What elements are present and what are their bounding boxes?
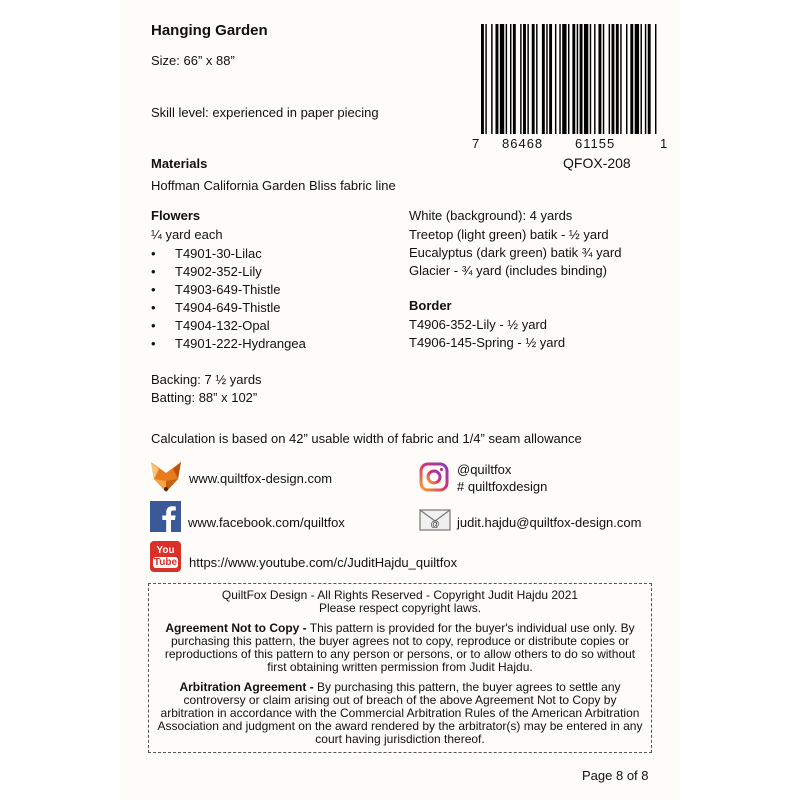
arbitration-text: By purchasing this pattern, the buyer agrees to settle any controversy or claim arising out of breach of the above Agreement Not to Copy by arbitration in accordance with the Commercial Arbitration Rules of the American Arbitration Association and judgment on the award rendered by the arbitrator(s) may be entered in any court having jurisdiction thereof. (157, 680, 643, 746)
barcode-digit-group-2: 61155 (575, 136, 616, 151)
barcode-bar (620, 24, 621, 134)
youtube-link[interactable]: https://www.youtube.com/c/JuditHajdu_quiltfox (189, 555, 458, 570)
barcode-digit-prefix: 7 (472, 136, 480, 151)
pattern-size: Size: 66” x 88” (151, 53, 235, 68)
barcode-bar (590, 24, 591, 134)
barcode-bar (513, 24, 516, 134)
fox-logo-icon (150, 461, 182, 493)
border-item: T4906-145-Spring - ½ yard (409, 335, 566, 350)
youtube-logo-you: You (156, 545, 175, 556)
fabric-item: White (background): 4 yards (409, 208, 573, 223)
barcode-bar (655, 24, 656, 134)
instagram-hashtag[interactable]: # quiltfoxdesign (457, 479, 548, 494)
barcode-bar (536, 24, 537, 134)
barcode-bar (609, 24, 610, 134)
barcode-bar (641, 24, 642, 134)
barcode-bar (549, 24, 552, 134)
list-item: • T4901-30-Lilac (151, 246, 306, 264)
copyright-line-1: QuiltFox Design - All Rights Reserved - Copyright Judit Hajdu 2021 (221, 588, 579, 602)
barcode-bar (520, 24, 521, 134)
list-item: • T4901-222-Hydrangea (151, 336, 306, 354)
flowers-heading: Flowers (151, 208, 201, 223)
barcode-bar (542, 24, 545, 134)
barcode-bar (481, 24, 484, 134)
barcode-bar (603, 24, 604, 134)
fabric-item: Glacier - ¾ yard (includes binding) (409, 263, 607, 278)
barcode (481, 24, 659, 134)
instagram-handle[interactable]: @quiltfox (457, 462, 512, 477)
border-heading: Border (409, 298, 452, 313)
youtube-icon (150, 541, 181, 572)
barcode-bar (630, 24, 633, 134)
barcode-bar (523, 24, 526, 134)
youtube-logo-tube: Tube (153, 557, 178, 568)
email-icon (419, 509, 451, 531)
barcode-bar (616, 24, 619, 134)
calculation-note: Calculation is based on 42” usable width of fabric and 1/4” seam allowance (151, 431, 582, 446)
barcode-bar (546, 24, 547, 134)
list-item: • T4904-132-Opal (151, 318, 306, 336)
barcode-bar (648, 24, 651, 134)
barcode-bar (594, 24, 595, 134)
arbitration-title: Arbitration Agreement - (179, 680, 314, 694)
product-sku: QFOX-208 (563, 155, 631, 171)
page-number: Page 8 of 8 (582, 768, 649, 783)
pattern-title: Hanging Garden (151, 22, 268, 39)
batting: Batting: 88” x 102” (151, 390, 258, 405)
barcode-bar (577, 24, 578, 134)
agreement-text: This pattern is provided for the buyer's individual use only. By purchasing this pattern, the buyer agrees not to copy, reproduce or distribute copies or reproductions of this pattern to any person or persons, or to allow others to do so without first obtaining written permission from Judit Hajdu. (164, 621, 636, 674)
barcode-digit-suffix: 1 (660, 136, 668, 151)
svg-text:@: @ (430, 519, 440, 529)
barcode-bar (491, 24, 492, 134)
barcode-bar (626, 24, 627, 134)
materials-heading: Materials (151, 156, 208, 171)
flowers-quantity: ¼ yard each (151, 227, 223, 242)
barcode-bar (635, 24, 639, 134)
barcode-bar (506, 24, 507, 134)
barcode-bar (612, 24, 615, 134)
barcode-bar (568, 24, 569, 134)
facebook-link[interactable]: www.facebook.com/quiltfox (188, 515, 345, 530)
barcode-digit-group-1: 86468 (502, 136, 544, 151)
list-item: • T4903-649-Thistle (151, 282, 306, 300)
flowers-list (151, 246, 306, 354)
barcode-bar (562, 24, 566, 134)
backing: Backing: 7 ½ yards (151, 372, 262, 387)
fabric-item: Treetop (light green) batik - ½ yard (409, 227, 609, 242)
barcode-bar (580, 24, 583, 134)
barcode-bar (559, 24, 560, 134)
copyright-line-2: Please respect copyright laws. (318, 601, 482, 615)
list-item: • T4902-352-Lily (151, 264, 306, 282)
pattern-page (120, 0, 680, 800)
copyright-disclaimer (148, 583, 652, 753)
barcode-bar (510, 24, 511, 134)
agreement-title: Agreement Not to Copy - (165, 621, 307, 635)
fabric-line: Hoffman California Garden Bliss fabric line (151, 178, 396, 193)
facebook-icon (150, 501, 181, 532)
instagram-icon (419, 462, 449, 492)
website-link[interactable]: www.quiltfox-design.com (189, 471, 333, 486)
list-item: • T4904-649-Thistle (151, 300, 306, 318)
barcode-bar (572, 24, 575, 134)
barcode-bar (496, 24, 499, 134)
barcode-bar (527, 24, 528, 134)
barcode-bar (555, 24, 556, 134)
barcode-bar (500, 24, 504, 134)
barcode-bar (598, 24, 601, 134)
fabric-item: Eucalyptus (dark green) batik ¾ yard (409, 245, 622, 260)
barcode-bar (584, 24, 588, 134)
skill-level: Skill level: experienced in paper piecing (151, 105, 379, 120)
email-link[interactable]: judit.hajdu@quiltfox-design.com (457, 515, 642, 530)
barcode-bar (645, 24, 646, 134)
barcode-bar (532, 24, 535, 134)
barcode-bar (485, 24, 486, 134)
border-item: T4906-352-Lily - ½ yard (409, 317, 548, 332)
